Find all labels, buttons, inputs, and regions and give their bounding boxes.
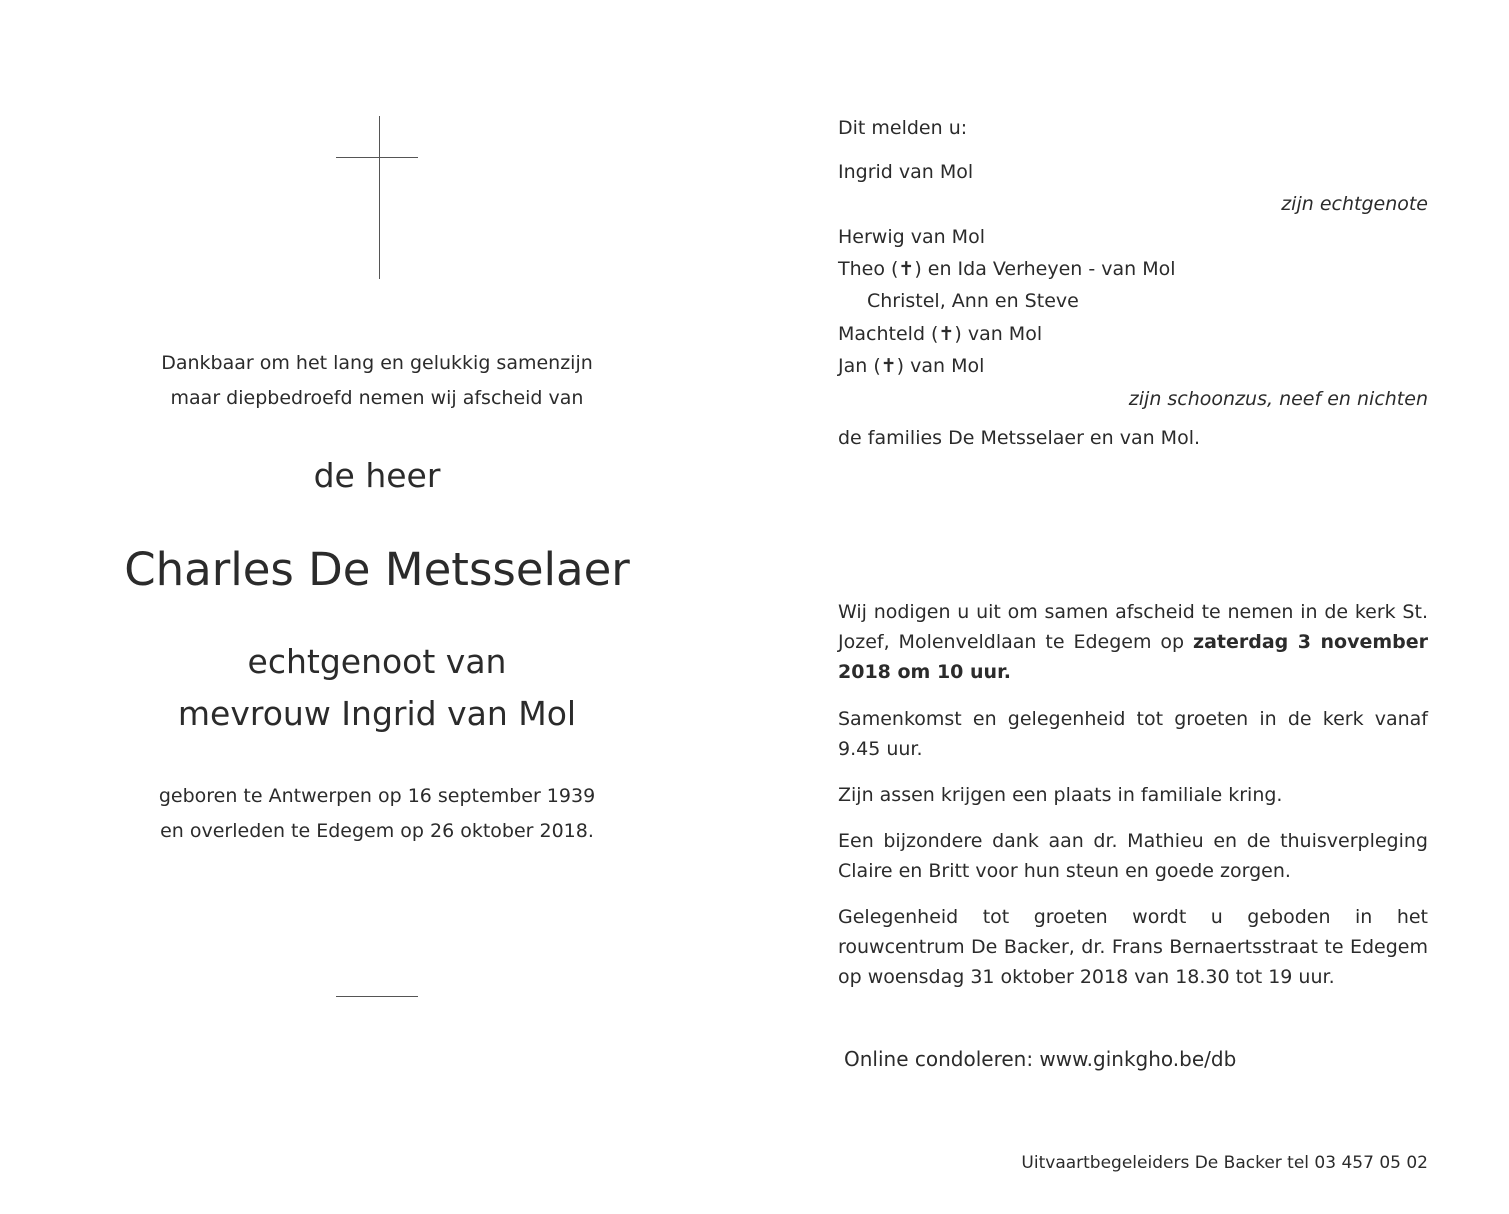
cross-icon-bar	[336, 157, 418, 158]
intro-line-1: Dankbaar om het lang en gelukkig samenzijn	[161, 352, 593, 374]
members-relation: zijn schoonzus, neef en nichten	[1128, 388, 1428, 410]
family-member: Christel, Ann en Steve	[867, 290, 1079, 312]
deceased-name: Charles De Metsselaer	[124, 543, 630, 596]
ashes-paragraph: Zijn assen krijgen een plaats in familiale kring.	[838, 784, 1283, 806]
right-column	[838, 0, 1428, 1214]
invitation-date: zaterdag 3 november 2018 om 10 uur.	[838, 631, 1428, 683]
life-dates	[0, 779, 754, 849]
gathering-paragraph: Samenkomst en gelegenheid tot groeten in de kerk vanaf 9.45 uur.	[838, 708, 1428, 760]
invitation-text: Wij nodigen u uit om samen afscheid te nemen in de kerk St. Jozef, Molenveldlaan te Edegem op	[838, 601, 1428, 653]
families-line: de families De Metsselaer en van Mol.	[838, 427, 1201, 449]
family-member: Theo (✝) en Ida Verheyen - van Mol	[838, 258, 1176, 280]
intro-text	[0, 346, 754, 416]
death-line: en overleden te Edegem op 26 oktober 2018.	[160, 820, 594, 842]
thanks-paragraph: Een bijzondere dank aan dr. Mathieu en de thuisverpleging Claire en Britt voor hun steun en goede zorgen.	[838, 830, 1428, 882]
spouse-line-2: mevrouw Ingrid van Mol	[177, 694, 577, 733]
cross-icon	[379, 116, 380, 279]
online-condolence-link[interactable]: Online condoleren: www.ginkgho.be/db	[844, 1047, 1237, 1071]
funeral-home-footer: Uitvaartbegeleiders De Backer tel 03 457 05 02	[1021, 1153, 1428, 1173]
intro-line-2: maar diepbedroefd nemen wij afscheid van	[170, 387, 584, 409]
honorific: de heer	[313, 456, 441, 495]
spouse-line-1: echtgenoot van	[247, 642, 507, 681]
family-member: Herwig van Mol	[838, 226, 985, 248]
visitation-paragraph: Gelegenheid tot groeten wordt u geboden in het rouwcentrum De Backer, dr. Frans Bernaertsstraat te Edegem op woensdag 31 oktober 2018 van 18.30 tot 19 uur.	[838, 906, 1428, 988]
wife-relation: zijn echtgenote	[1281, 193, 1428, 215]
announce-text: Dit melden u:	[838, 117, 968, 139]
invitation-paragraph	[838, 597, 1428, 687]
birth-line: geboren te Antwerpen op 16 september 1939	[158, 785, 596, 807]
family-member: Jan (✝) van Mol	[838, 355, 985, 377]
wife-name: Ingrid van Mol	[838, 161, 974, 183]
divider-line	[336, 996, 418, 997]
family-member: Machteld (✝) van Mol	[838, 323, 1043, 345]
spouse-text	[0, 636, 754, 740]
